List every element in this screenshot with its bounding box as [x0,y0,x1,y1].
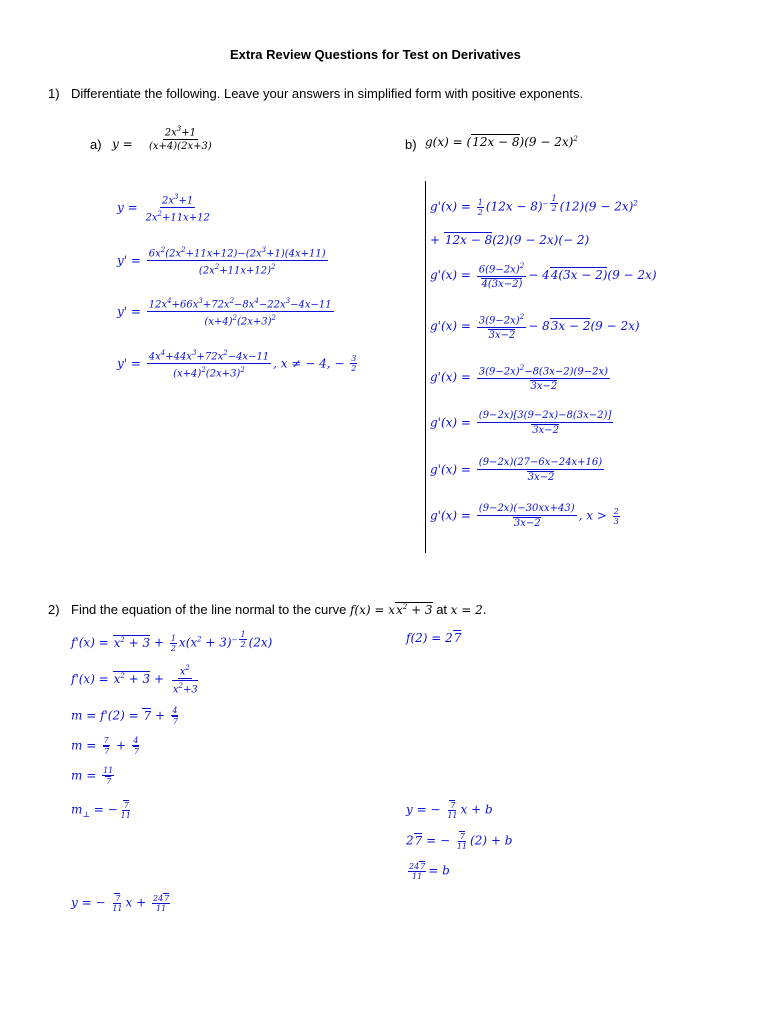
b-step-7: g'(x) = $\frac{(9-2x)(27-6x-24x+16)}{3x-2}$ [430,457,603,483]
q2-step-6: $m_\perp$ = − $\frac{7}{11}$ [71,801,131,820]
q2-step-4: m = $\frac{7}{7}$ + $\frac{4}{7}$ [71,736,139,756]
q2-right-3: 27 = − $\frac{7}{11}$ (2) + b [406,832,513,851]
a-step-1: y = $\frac{2x^3+1}{2x^2+11x+12}$ [117,193,210,224]
q2-prompt: Find the equation of the line normal to the curve $f(x) = xx^2 + 3$ at x = 2. [71,602,487,617]
b-step-5: g'(x) = $\frac{3(9-2x)^2-8(3x-2)(9-2x)}{3x-2}$ [430,364,609,393]
a-step-4: y' = $\frac{4x^4+44x^3+72x^2-4x-11}{(x+4)^2(2x+3)^2}$ , x ≠ − 4, − $\frac{3}{2}$ [117,349,357,380]
q1b-eq: $g(x) = (12x - 8)(9 - 2x)^2$ [425,135,578,149]
q1a-eq: y = [112,137,133,151]
b-step-3: g'(x) = $\frac{6(9-2x)^2}{4(3x-2)}$ − 44(3x − 2)(9 − 2x) [430,262,657,291]
q2-right-4: $\frac{247}{11}$ = b [409,862,450,881]
q2-right-1: f(2) = 27 [406,631,462,645]
a-step-3: y' = $\frac{12x^4+66x^3+72x^2-8x^4-22x^3-4x-11}{(x+4)^2(2x+3)^2}$ [117,297,332,328]
q1a-fraction: $\frac{2x^3+1}{(x+4)(2x+3)}$ [149,125,212,153]
a-step-2: y' = $\frac{6x^2(2x^2+11x+12)-(2x^3+1)(4x+11)}{(2x^2+11x+12)^2}$ [117,246,326,277]
b-step-6: g'(x) = $\frac{(9-2x)[3(9-2x)-8(3x-2)]}{3x-2}$ [430,410,612,436]
q2-number: 2) [48,602,60,617]
b-step-1: g'(x) = $\frac{1}{2}$ $(12x - 8)^{- \frac{1}{2}}$ $(12)(9 - 2x)^2$ [430,194,638,217]
q2-step-5: m = $\frac{11}{7}$ [71,766,114,786]
q1a-label: a) [90,137,102,152]
q1-number: 1) [48,86,60,101]
q1b-label: b) [405,137,417,152]
b-step-8: g'(x) = $\frac{(9-2x)(-30xx+43)}{3x-2}$ , x > $\frac{2}{3}$ [430,503,619,529]
q2-right-2: y = − $\frac{7}{11}$ x + b [406,801,493,820]
q2-step-2: $f'(x) = x^2 + 3$ + $\frac{x^2}{x^2+3}$ [71,664,198,696]
q2-step-1: $f'(x) = x^2 + 3$ + $\frac{1}{2}$ $x(x^2 + 3)^{- \frac{1}{2}}$ (2x) [71,630,273,653]
page-title: Extra Review Questions for Test on Derivatives [230,47,521,62]
column-divider [425,181,426,553]
b-step-2: + 12x − 8(2)(9 − 2x)(− 2) [430,233,590,247]
q1-prompt: Differentiate the following. Leave your answers in simplified form with positive exponents. [71,86,584,101]
q2-final-answer: y = − $\frac{7}{11}$ x + $\frac{247}{11}$ [71,894,170,913]
b-step-4: g'(x) = $\frac{3(9-2x)^2}{3x-2}$ − 83x − 2(9 − 2x) [430,313,640,342]
q2-step-3: m = f'(2) = 7 + $\frac{4}{7}$ [71,706,178,726]
